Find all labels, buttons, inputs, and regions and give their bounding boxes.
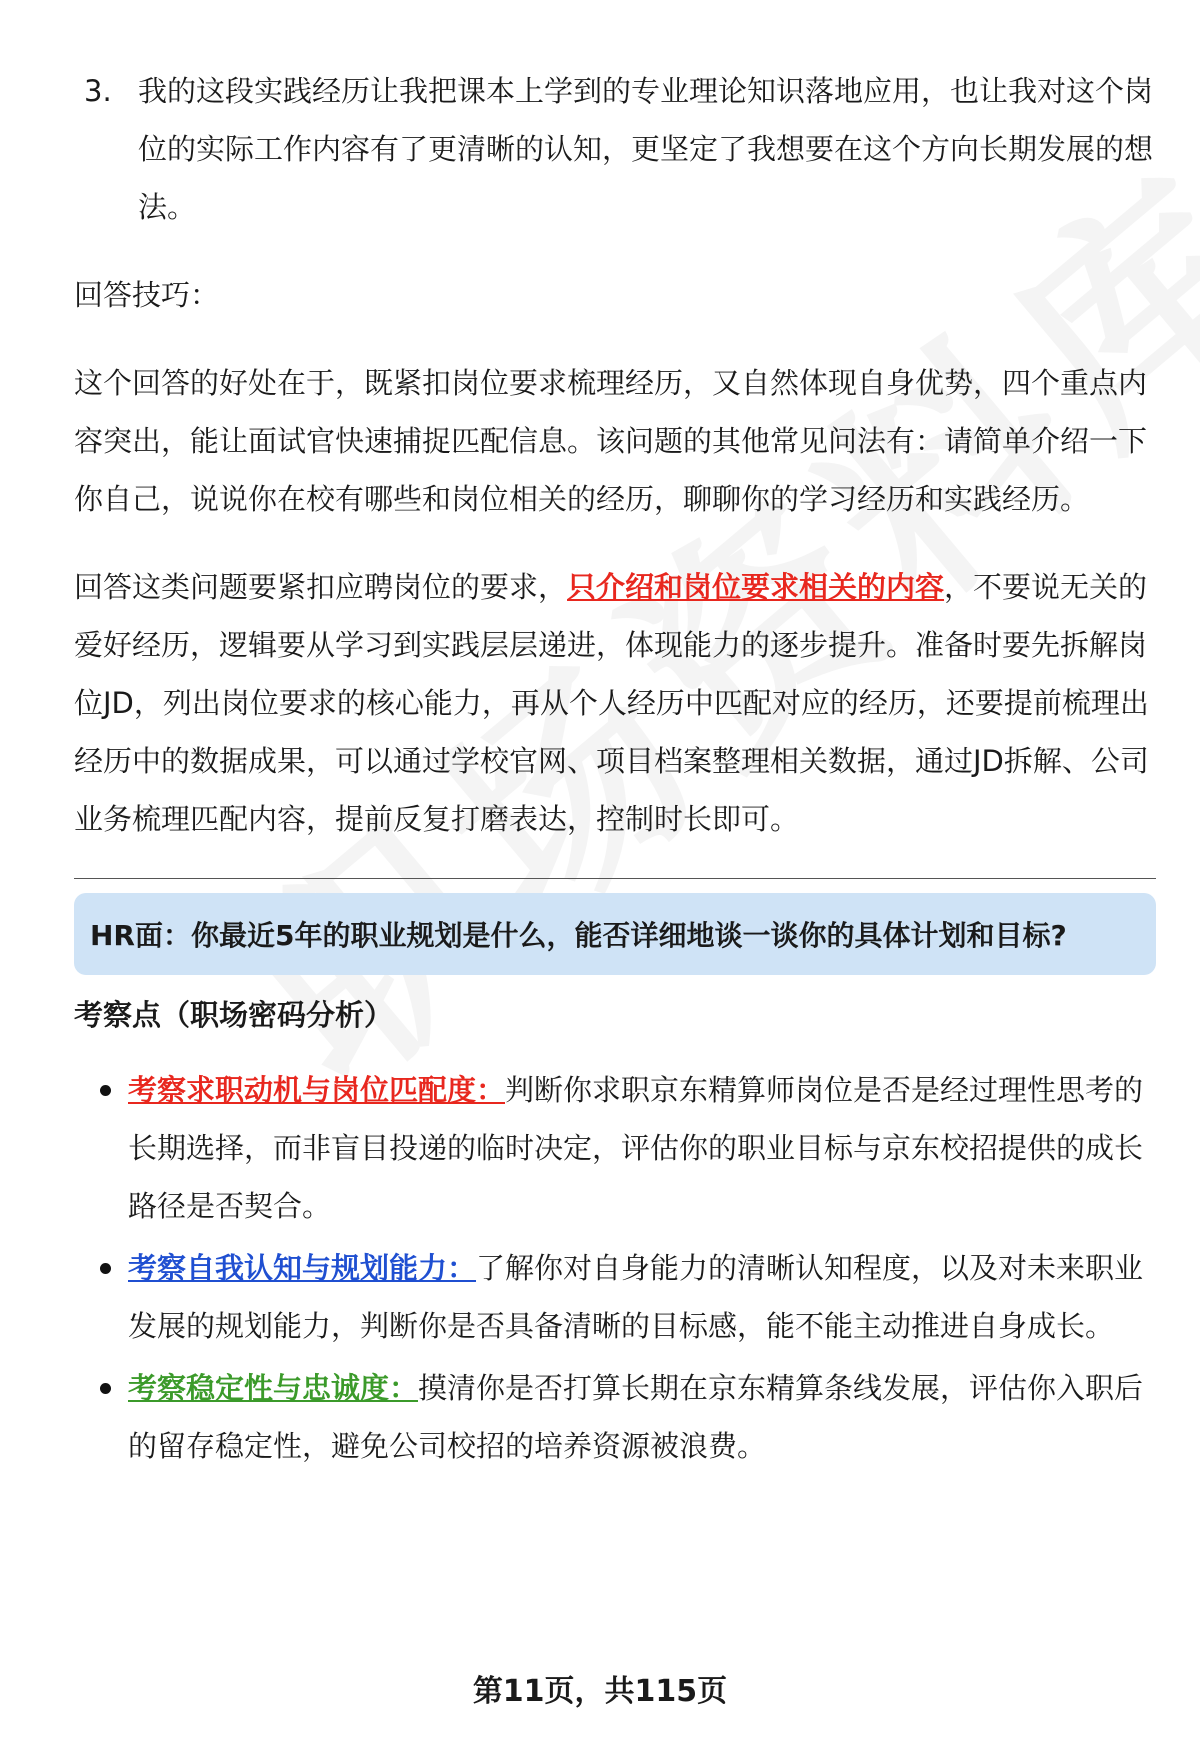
page-footer: 第11页，共115页 (472, 1674, 728, 1709)
bullet-dot-icon (74, 1061, 128, 1235)
numbered-item-3 (74, 62, 1156, 236)
advice-text-before: 回答这类问题要紧扣应聘岗位的要求， (74, 570, 568, 604)
section-divider (74, 878, 1156, 879)
assessment-text: 了解你对自身能力的清晰认知程度，以及对未来职业发展的规划能力，判断你是否具备清晰的目标感，能不能主动推进自身成长。 (128, 1251, 1144, 1343)
list-item (74, 1239, 1156, 1355)
assessment-text: 判断你求职京东精算师岗位是否是经过理性思考的长期选择，而非盲目投递的临时决定，评估你的职业目标与京东校招提供的成长路径是否契合。 (128, 1073, 1144, 1223)
tips-label: 回答技巧： (74, 278, 220, 312)
list-item (74, 1061, 1156, 1235)
document-page (74, 62, 1156, 1479)
assessment-heading: 考察点（职场密码分析） (74, 998, 394, 1032)
assessment-key: 考察求职动机与岗位匹配度： (128, 1073, 506, 1107)
advice-paragraph (74, 558, 1156, 848)
tips-paragraph: 这个回答的好处在于，既紧扣岗位要求梳理经历，又自然体现自身优势，四个重点内容突出，能让面试官快速捕捉匹配信息。该问题的其他常见问法有：请简单介绍一下你自己，说说你在校有哪些和岗位相关的经历，聊聊你的学习经历和实践经历。 (74, 366, 1148, 516)
hr-question: HR面：你最近5年的职业规划是什么，能否详细地谈一谈你的具体计划和目标? (90, 919, 1067, 952)
assessment-key: 考察稳定性与忠诚度： (128, 1371, 419, 1405)
assessment-list (74, 1061, 1156, 1475)
hr-question-box (74, 893, 1156, 975)
list-item (74, 1359, 1156, 1475)
advice-text-after: ，不要说无关的爱好经历，逻辑要从学习到实践层层递进，体现能力的逐步提升。准备时要先拆解岗位JD，列出岗位要求的核心能力，再从个人经历中匹配对应的经历，还要提前梳理出经历中的数据成果，可以通过学校官网、项目档案整理相关数据，通过JD拆解、公司业务梳理匹配内容，提前反复打磨表达，控制时长即可。 (74, 570, 1149, 836)
item-text: 我的这段实践经历让我把课本上学到的专业理论知识落地应用，也让我对这个岗位的实际工作内容有了更清晰的认知，更坚定了我想要在这个方向长期发展的想法。 (138, 74, 1154, 224)
assessment-key: 考察自我认知与规划能力： (128, 1251, 477, 1285)
advice-highlight: 只介绍和岗位要求相关的内容 (567, 570, 945, 604)
bullet-dot-icon (74, 1239, 128, 1355)
bullet-dot-icon (74, 1359, 128, 1475)
assessment-text: 摸清你是否打算长期在京东精算条线发展，评估你入职后的留存稳定性，避免公司校招的培养资源被浪费。 (128, 1371, 1144, 1463)
item-number: 3. (84, 74, 112, 108)
